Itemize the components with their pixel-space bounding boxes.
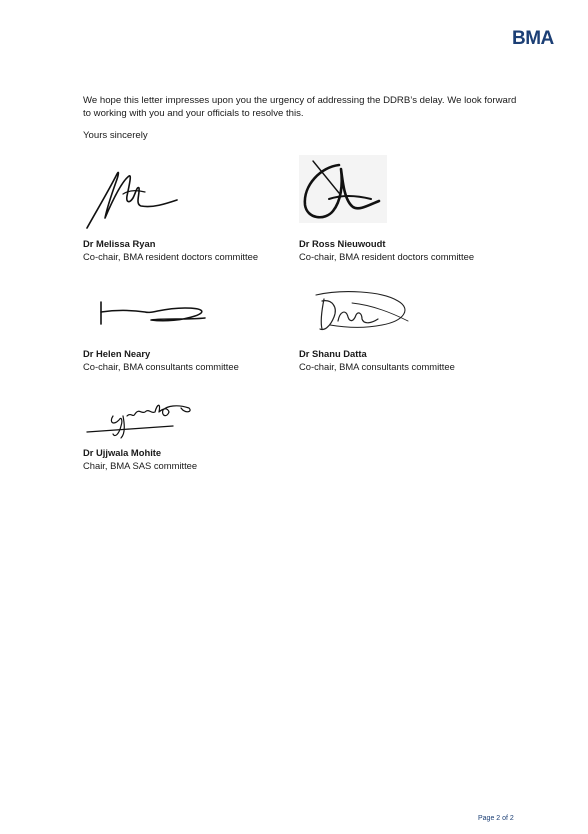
signer-role: Co-chair, BMA resident doctors committee [83,250,259,262]
signer-name: Dr Ujjwala Mohite [83,447,162,458]
letter-paragraph: We hope this letter impresses upon you the urgency of addressing the DDRB’s delay. We look forward to working with you and your officials to resolve this. [83,95,517,119]
signer-block [299,348,455,373]
signer-name: Dr Helen Neary [83,348,151,359]
signer-role: Co-chair, BMA resident doctors committee [299,250,475,262]
signature-helen-neary [95,298,215,330]
signer-name: Dr Ross Nieuwoudt [299,238,386,249]
page-number: Page 2 of 2 [478,815,514,822]
signer-name: Dr Melissa Ryan [83,238,156,249]
signature-ujjwala-mohite [85,392,197,442]
signer-name: Dr Shanu Datta [299,348,367,359]
signer-block [299,238,474,263]
bma-logo: BMA [512,28,554,49]
signer-block [83,447,197,472]
signature-shanu-datta [312,287,416,335]
signer-block [83,238,258,263]
signer-block [83,348,239,373]
signature-ross-nieuwoudt [299,155,389,225]
letter-closing: Yours sincerely [83,130,148,141]
signer-role: Co-chair, BMA consultants committee [83,360,239,372]
signature-melissa-ryan [83,160,183,232]
signer-role: Co-chair, BMA consultants committee [299,360,455,372]
signer-role: Chair, BMA SAS committee [83,459,198,471]
